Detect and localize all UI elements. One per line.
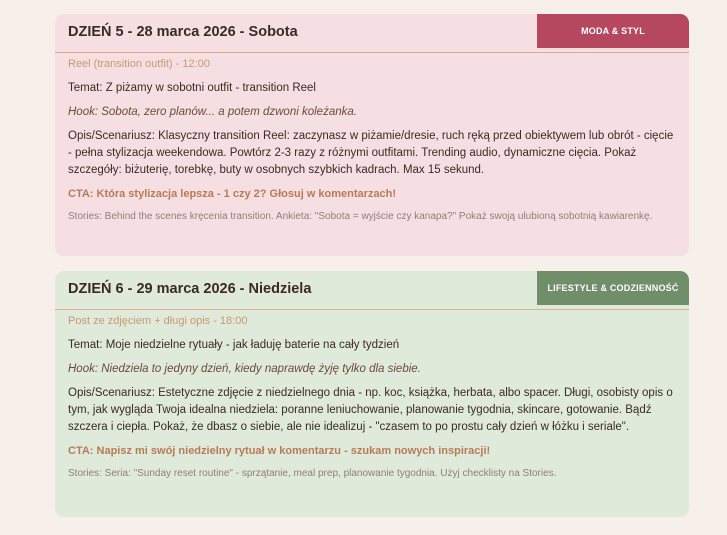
day-card <box>55 271 689 517</box>
day-card-header <box>55 14 689 53</box>
day-title: DZIEŃ 5 - 28 marca 2026 - Sobota <box>68 24 298 40</box>
stories-text: Stories: Behind the scenes kręcenia transition. Ankieta: "Sobota = wyjście czy kanapa?" Pokaż swoją ulubioną sobotnią kawiarenkę. <box>68 211 653 222</box>
script-text: Opis/Scenariusz: Klasyczny transition Reel: zaczynasz w piżamie/dresie, ruch ręką przed obiektywem lub obrót - cięcie - pełna stylizacja weekendowa. Powtórz 2-3 razy z różnymi outfitami. Trending audio, dynamiczne cięcia. Pokaż szczegóły: biżuterię, torebkę, buty w osobnych szybkich kadrach. Max 15 sekund. <box>68 130 674 176</box>
hook-text: Hook: Niedziela to jedyny dzień, kiedy naprawdę żyję tylko dla siebie. <box>68 363 421 375</box>
category-badge: MODA & STYL <box>537 14 689 48</box>
post-format-time: Reel (transition outfit) - 12:00 <box>68 58 210 70</box>
hook-text: Hook: Sobota, zero planów... a potem dzwoni koleżanka. <box>68 106 357 118</box>
day-title: DZIEŃ 6 - 29 marca 2026 - Niedziela <box>68 281 312 297</box>
post-format-time: Post ze zdjęciem + długi opis - 18:00 <box>68 315 248 327</box>
day-card-header <box>55 271 689 310</box>
script-text: Opis/Scenariusz: Estetyczne zdjęcie z niedzielnego dnia - np. koc, książka, herbata, albo spacer. Długi, osobisty opis o tym, jak wygląda Twoja idealna niedziela: poranne leniuchowanie, planowanie tygodnia, skincare, gotowanie. Bądź szczera i ciepła. Pokaż, że dbasz o siebie, ale nie idealizuj - "czasem to po prostu cały dzień w łóżku i seriale". <box>68 387 673 433</box>
cta-text: CTA: Napisz mi swój niedzielny rytuał w komentarzu - szukam nowych inspiracji! <box>68 445 491 457</box>
day-card-body <box>55 314 689 481</box>
stories-text: Stories: Seria: "Sunday reset routine" - sprzątanie, meal prep, planowanie tygodnia. Użyj checklisty na Stories. <box>68 468 557 479</box>
category-badge: LIFESTYLE & CODZIENNOŚĆ <box>537 271 689 305</box>
topic-text: Temat: Z piżamy w sobotni outfit - transition Reel <box>68 82 316 94</box>
day-card <box>55 14 689 256</box>
day-card-body <box>55 57 689 224</box>
topic-text: Temat: Moje niedzielne rytuały - jak ładuję baterie na cały tydzień <box>68 339 400 351</box>
cta-text: CTA: Która stylizacja lepsza - 1 czy 2? Głosuj w komentarzach! <box>68 188 397 200</box>
